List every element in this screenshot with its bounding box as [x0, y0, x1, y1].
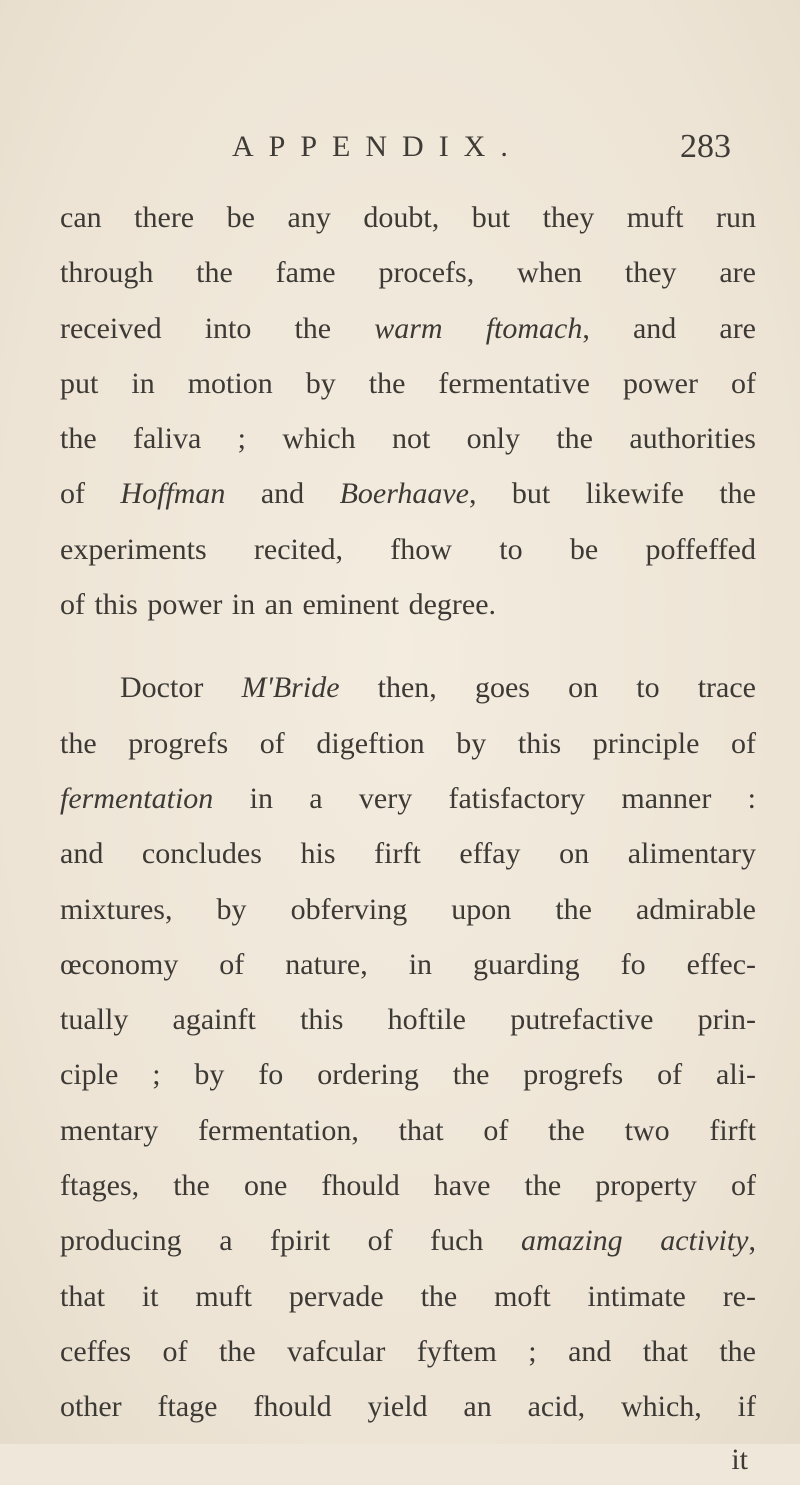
text-line [60, 1213, 756, 1268]
text-line [60, 937, 756, 992]
page-number: 283 [680, 128, 731, 165]
text-line [60, 577, 756, 632]
text-run: , and are [582, 311, 756, 345]
text-run: œconomy of nature, in guarding fo effec- [60, 947, 756, 981]
text-run: the faliva ; which not only the authorities [60, 422, 756, 456]
text-line [60, 882, 756, 937]
text-line [60, 1379, 756, 1434]
paragraph-1 [60, 190, 756, 632]
text-line [60, 411, 756, 466]
text-line [60, 1269, 756, 1324]
text-run: ftages, the one fhould have the property of [60, 1169, 756, 1203]
text-run: and [225, 477, 340, 511]
text-run: , but likewife the [468, 477, 756, 511]
italic-text: Boerhaave [339, 477, 469, 511]
text-run: , [748, 1224, 756, 1258]
text-run: mixtures, by obferving upon the admirable [60, 892, 756, 926]
italic-text: fermentation [60, 781, 214, 815]
text-line [60, 660, 756, 715]
italic-text: Hoffman [120, 477, 226, 511]
text-line [60, 716, 756, 771]
text-run: ceffes of the vafcular fyftem ; and that the [60, 1334, 756, 1368]
text-run: and concludes his firft effay on alimentary [60, 837, 756, 871]
italic-text: amazing activity [520, 1224, 749, 1258]
text-run: received into the [60, 311, 375, 345]
text-line [60, 466, 756, 521]
text-run: of [60, 477, 121, 511]
text-run: ciple ; by fo ordering the progrefs of ali- [60, 1058, 756, 1092]
italic-text: warm ftomach [374, 311, 583, 345]
text-line [60, 826, 756, 881]
text-line [60, 190, 756, 245]
text-line [60, 1103, 756, 1158]
text-run: tually againft this hoftile putrefactive prin- [60, 1003, 756, 1037]
text-run: other ftage fhould yield an acid, which, if [60, 1390, 756, 1424]
text-run: the progrefs of digeftion by this principle of [60, 726, 756, 760]
text-line [60, 1324, 756, 1379]
body-text [60, 190, 756, 1485]
text-line [60, 771, 756, 826]
text-run: Doctor [120, 671, 242, 705]
text-run: experiments recited, fhow to be poffeffed [60, 532, 756, 566]
text-run: that it muft pervade the moft intimate re- [60, 1279, 756, 1313]
text-run: put in motion by the fermentative power of [60, 366, 756, 400]
text-line [60, 522, 756, 577]
paragraph-2 [60, 660, 756, 1434]
text-run: of this power in an eminent degree. [60, 588, 497, 622]
running-head: APPENDIX. [232, 130, 523, 163]
italic-text: M'Bride [241, 671, 340, 705]
text-run: can there be any doubt, but they muft run [60, 201, 756, 234]
text-line [60, 245, 756, 300]
text-line [60, 356, 756, 411]
text-run: through the fame procefs, when they are [60, 256, 756, 290]
text-run: producing a fpirit of fuch [60, 1224, 521, 1258]
text-run: in a very fatisfactory manner : [213, 781, 756, 815]
text-line [60, 992, 756, 1047]
text-line [60, 301, 756, 356]
text-line [60, 1158, 756, 1213]
text-line [60, 1047, 756, 1102]
catchword: it [731, 1442, 748, 1476]
text-run: then, goes on to trace [339, 671, 756, 705]
text-run: mentary fermentation, that of the two firft [60, 1113, 756, 1147]
